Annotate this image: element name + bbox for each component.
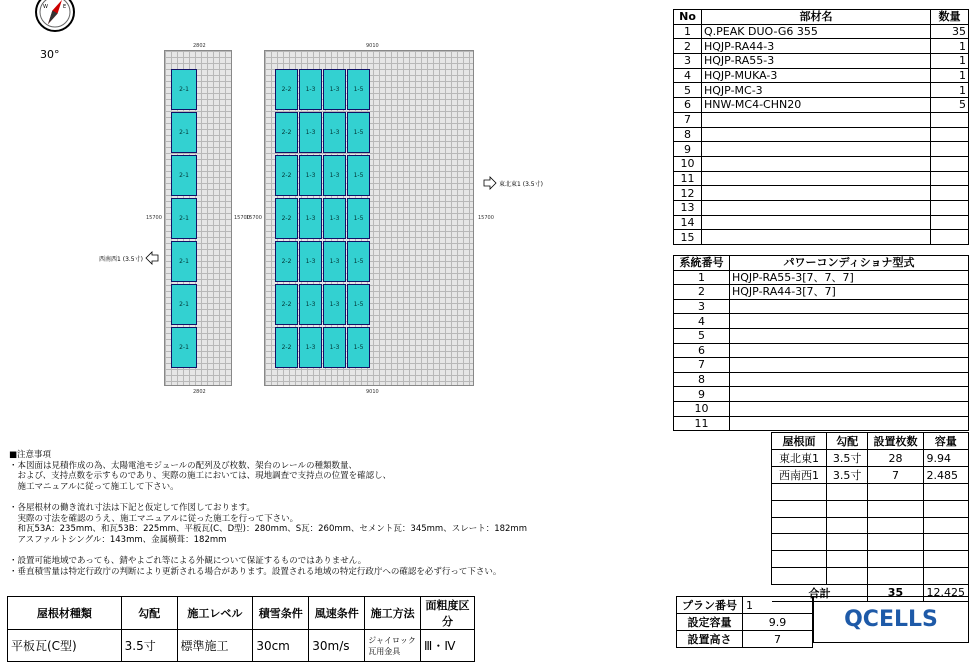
solar-panel: 1-5	[347, 241, 370, 282]
parts-name: Q.PEAK DUO-G6 355	[702, 24, 931, 39]
parts-qty	[931, 127, 969, 142]
right-bottom-dimension: 9010	[366, 389, 379, 395]
condition-value: Ⅲ・Ⅳ	[421, 630, 475, 662]
pcs-model	[730, 314, 969, 329]
note-line: ・本図面は見積作成の為、太陽電池モジュールの配列及び枚数、架台のレールの種類数量、	[9, 460, 357, 471]
pcs-model	[730, 343, 969, 358]
parts-qty: 1	[931, 54, 969, 69]
solar-panel: 2-1	[171, 284, 197, 325]
right-top-dimension: 9010	[366, 43, 379, 49]
parts-name	[702, 171, 931, 186]
parts-name: HQJP-MC-3	[702, 83, 931, 98]
parts-no: 3	[674, 54, 702, 69]
capacity-label: 設定容量	[677, 614, 743, 631]
east-direction-label: 東北東1 (3.5寸)	[499, 180, 543, 188]
pcs-row	[674, 270, 969, 285]
solar-panel: 2-2	[275, 284, 298, 325]
parts-row	[674, 98, 969, 113]
brand-logo	[813, 596, 969, 643]
parts-name: HQJP-RA55-3	[702, 54, 931, 69]
solar-panel: 1-3	[323, 198, 346, 239]
parts-name	[702, 186, 931, 201]
note-line: 和瓦53A：235mm、和瓦53B：225mm、平板瓦(C、D型)：280mm、S瓦：260mm、セメント瓦：345mm、スレート：182mm	[9, 524, 527, 535]
pcs-no: 3	[674, 299, 730, 314]
condition-header: 勾配	[121, 597, 177, 630]
conditions-table	[7, 596, 475, 662]
note-line: アスファルトシングル：143mm、金属横葺：182mm	[9, 534, 227, 545]
roof-header-face: 屋根面	[772, 433, 827, 450]
west-direction-label: 西南西1 (3.5寸)	[99, 255, 143, 263]
note-line	[9, 492, 649, 503]
pcs-row	[674, 343, 969, 358]
condition-value: 3.5寸	[121, 630, 177, 662]
roof-header-cap: 容量	[923, 433, 969, 450]
left-bottom-dimension: 2802	[193, 389, 206, 395]
solar-panel: 1-3	[299, 155, 322, 196]
pcs-table	[673, 255, 969, 431]
compass	[33, 0, 77, 34]
parts-qty	[931, 186, 969, 201]
parts-no: 13	[674, 200, 702, 215]
pcs-no: 4	[674, 314, 730, 329]
svg-text:E: E	[63, 4, 67, 10]
parts-row	[674, 186, 969, 201]
solar-panel: 1-5	[347, 284, 370, 325]
pcs-row	[674, 372, 969, 387]
parts-qty	[931, 230, 969, 245]
pcs-no: 1	[674, 270, 730, 285]
roof-summary-table	[771, 432, 969, 602]
condition-value: 標準施工	[177, 630, 253, 662]
condition-value: 30cm	[253, 630, 309, 662]
plan-no-value: 1	[743, 597, 813, 614]
roof-row	[772, 467, 969, 484]
parts-table	[673, 9, 969, 245]
height-label: 設置高さ	[677, 631, 743, 648]
roof-face: 東北東1	[772, 450, 827, 467]
roof-row-empty	[772, 500, 969, 517]
condition-header: 面粗度区分	[421, 597, 475, 630]
roof-row-empty	[772, 517, 969, 534]
parts-qty	[931, 200, 969, 215]
note-line	[9, 545, 649, 556]
solar-panel: 1-3	[299, 327, 322, 368]
parts-no: 9	[674, 142, 702, 157]
parts-row	[674, 142, 969, 157]
parts-no: 8	[674, 127, 702, 142]
compass-angle: 30°	[40, 48, 60, 61]
parts-name: HQJP-RA44-3	[702, 39, 931, 54]
parts-no: 12	[674, 186, 702, 201]
parts-no: 5	[674, 83, 702, 98]
parts-no: 2	[674, 39, 702, 54]
brand-logo-text: QCELLS	[844, 607, 938, 632]
pcs-model	[730, 416, 969, 431]
pcs-row	[674, 328, 969, 343]
pcs-no: 6	[674, 343, 730, 358]
parts-name	[702, 127, 931, 142]
arrow-right-icon	[483, 176, 497, 190]
note-line: ・設置可能地域であっても、錆やよごれ等による外観について保証するものではありません。	[9, 555, 367, 566]
parts-row	[674, 156, 969, 171]
roof-total-cap: 12.425	[923, 584, 969, 601]
note-line: 施工マニュアルに従って施工して下さい。	[9, 481, 179, 492]
parts-qty: 1	[931, 68, 969, 83]
solar-panel: 2-2	[275, 112, 298, 153]
parts-qty: 5	[931, 98, 969, 113]
roof-count: 7	[868, 467, 923, 484]
parts-name	[702, 230, 931, 245]
parts-qty: 35	[931, 24, 969, 39]
parts-no: 11	[674, 171, 702, 186]
roof-face-west	[164, 50, 232, 386]
parts-name: HNW-MC4-CHN20	[702, 98, 931, 113]
parts-row	[674, 230, 969, 245]
parts-row	[674, 200, 969, 215]
pcs-header-no: 系統番号	[674, 256, 730, 271]
parts-name: HQJP-MUKA-3	[702, 68, 931, 83]
pcs-model	[730, 299, 969, 314]
solar-panel: 1-3	[323, 284, 346, 325]
parts-row	[674, 39, 969, 54]
pcs-row	[674, 299, 969, 314]
parts-row	[674, 24, 969, 39]
solar-panel: 1-5	[347, 155, 370, 196]
notes	[9, 450, 649, 577]
note-line: ・垂直積雪量は特定行政庁の判断により更新される場合があります。設置される地域の特定行政庁への確認を必ず行って下さい。	[9, 566, 502, 577]
solar-panel: 2-2	[275, 69, 298, 110]
east-direction	[483, 176, 543, 190]
condition-header: 風速条件	[309, 597, 365, 630]
solar-panel: 1-3	[323, 112, 346, 153]
pcs-model	[730, 372, 969, 387]
pcs-model	[730, 401, 969, 416]
roof-total-label: 合計	[772, 584, 868, 601]
pcs-no: 11	[674, 416, 730, 431]
roof-cap: 9.94	[923, 450, 969, 467]
parts-no: 6	[674, 98, 702, 113]
roof-row-empty	[772, 551, 969, 568]
notes-title: ■注意事項	[9, 450, 52, 460]
roof-row-empty	[772, 534, 969, 551]
solar-panel: 2-2	[275, 155, 298, 196]
plan-info-table	[676, 596, 813, 648]
condition-header: 屋根材種類	[8, 597, 122, 630]
west-direction	[99, 251, 159, 265]
condition-header: 積雪条件	[253, 597, 309, 630]
solar-panel: 1-5	[347, 69, 370, 110]
condition-value: 平板瓦(C型)	[8, 630, 122, 662]
plan-no-label: プラン番号	[677, 597, 743, 614]
solar-panel: 1-5	[347, 198, 370, 239]
roof-row-empty	[772, 484, 969, 501]
roof-slope: 3.5寸	[826, 450, 868, 467]
condition-value: ジャイロック瓦用金具	[365, 630, 421, 662]
parts-qty	[931, 156, 969, 171]
roof-row	[772, 450, 969, 467]
pcs-model	[730, 328, 969, 343]
compass-icon	[33, 0, 77, 34]
parts-qty	[931, 142, 969, 157]
note-line: ・各屋根材の働き流れ寸法は下記と仮定して作図しております。	[9, 502, 255, 513]
height-value: 7	[743, 631, 813, 648]
right-side-dimension-right: 15700	[478, 215, 494, 221]
solar-panel: 1-3	[323, 155, 346, 196]
parts-no: 10	[674, 156, 702, 171]
pcs-header-model: パワーコンディショナ型式	[730, 256, 969, 271]
note-line: および、支持点数を示すものであり、実際の施工においては、現地調査で支持点の位置を確認し、	[9, 471, 392, 482]
parts-qty	[931, 171, 969, 186]
pcs-model	[730, 358, 969, 373]
parts-row	[674, 112, 969, 127]
solar-panel: 1-3	[299, 198, 322, 239]
solar-panel: 1-5	[347, 327, 370, 368]
condition-header: 施工レベル	[177, 597, 253, 630]
parts-qty: 1	[931, 83, 969, 98]
roof-count: 28	[868, 450, 923, 467]
pcs-no: 7	[674, 358, 730, 373]
solar-panel: 1-3	[299, 284, 322, 325]
roof-face: 西南西1	[772, 467, 827, 484]
parts-qty	[931, 112, 969, 127]
parts-row	[674, 83, 969, 98]
pcs-no: 10	[674, 401, 730, 416]
solar-panel: 2-2	[275, 198, 298, 239]
capacity-value: 9.9	[743, 614, 813, 631]
solar-panel: 2-1	[171, 241, 197, 282]
parts-row	[674, 215, 969, 230]
left-side-dimension-left: 15700	[146, 215, 162, 221]
parts-name	[702, 200, 931, 215]
parts-no: 4	[674, 68, 702, 83]
solar-panel: 1-3	[323, 327, 346, 368]
pcs-row	[674, 416, 969, 431]
solar-panel: 2-1	[171, 69, 197, 110]
solar-panel: 1-5	[347, 112, 370, 153]
parts-no: 7	[674, 112, 702, 127]
parts-header-no: No	[674, 10, 702, 25]
solar-panel: 2-2	[275, 327, 298, 368]
roof-header-count: 設置枚数	[868, 433, 923, 450]
solar-panel: 2-2	[275, 241, 298, 282]
pcs-model: HQJP-RA55-3[7、7、7]	[730, 270, 969, 285]
solar-panel: 2-1	[171, 155, 197, 196]
roof-row-empty	[772, 567, 969, 584]
arrow-left-icon	[145, 251, 159, 265]
roof-total-count: 35	[868, 584, 923, 601]
right-side-dimension-left: 15700	[246, 215, 262, 221]
pcs-row	[674, 358, 969, 373]
solar-panel: 1-3	[323, 69, 346, 110]
parts-header-name: 部材名	[702, 10, 931, 25]
parts-no: 15	[674, 230, 702, 245]
parts-qty	[931, 215, 969, 230]
solar-panel: 1-3	[299, 241, 322, 282]
parts-row	[674, 54, 969, 69]
pcs-model: HQJP-RA44-3[7、7]	[730, 285, 969, 300]
pcs-row	[674, 314, 969, 329]
parts-row	[674, 127, 969, 142]
solar-panel: 1-3	[299, 69, 322, 110]
pcs-model	[730, 387, 969, 402]
left-side-dimension-right: 15700	[234, 215, 250, 221]
note-line: 実際の寸法を確認のうえ、施工マニュアルに従った施工を行って下さい。	[9, 513, 299, 524]
solar-panel: 2-1	[171, 112, 197, 153]
parts-qty: 1	[931, 39, 969, 54]
solar-panel: 2-1	[171, 327, 197, 368]
solar-panel: 1-3	[299, 112, 322, 153]
roof-face-east	[264, 50, 474, 386]
left-top-dimension: 2802	[193, 43, 206, 49]
svg-text:W: W	[43, 4, 48, 10]
pcs-row	[674, 285, 969, 300]
parts-no: 14	[674, 215, 702, 230]
roof-header-slope: 勾配	[826, 433, 868, 450]
parts-row	[674, 68, 969, 83]
parts-name	[702, 112, 931, 127]
roof-cap: 2.485	[923, 467, 969, 484]
parts-header-qty: 数量	[931, 10, 969, 25]
parts-no: 1	[674, 24, 702, 39]
pcs-no: 2	[674, 285, 730, 300]
pcs-no: 5	[674, 328, 730, 343]
parts-name	[702, 215, 931, 230]
parts-row	[674, 171, 969, 186]
parts-name	[702, 142, 931, 157]
pcs-row	[674, 387, 969, 402]
condition-header: 施工方法	[365, 597, 421, 630]
parts-name	[702, 156, 931, 171]
solar-panel: 2-1	[171, 198, 197, 239]
pcs-row	[674, 401, 969, 416]
solar-panel: 1-3	[323, 241, 346, 282]
pcs-no: 9	[674, 387, 730, 402]
roof-slope: 3.5寸	[826, 467, 868, 484]
pcs-no: 8	[674, 372, 730, 387]
condition-value: 30m/s	[309, 630, 365, 662]
